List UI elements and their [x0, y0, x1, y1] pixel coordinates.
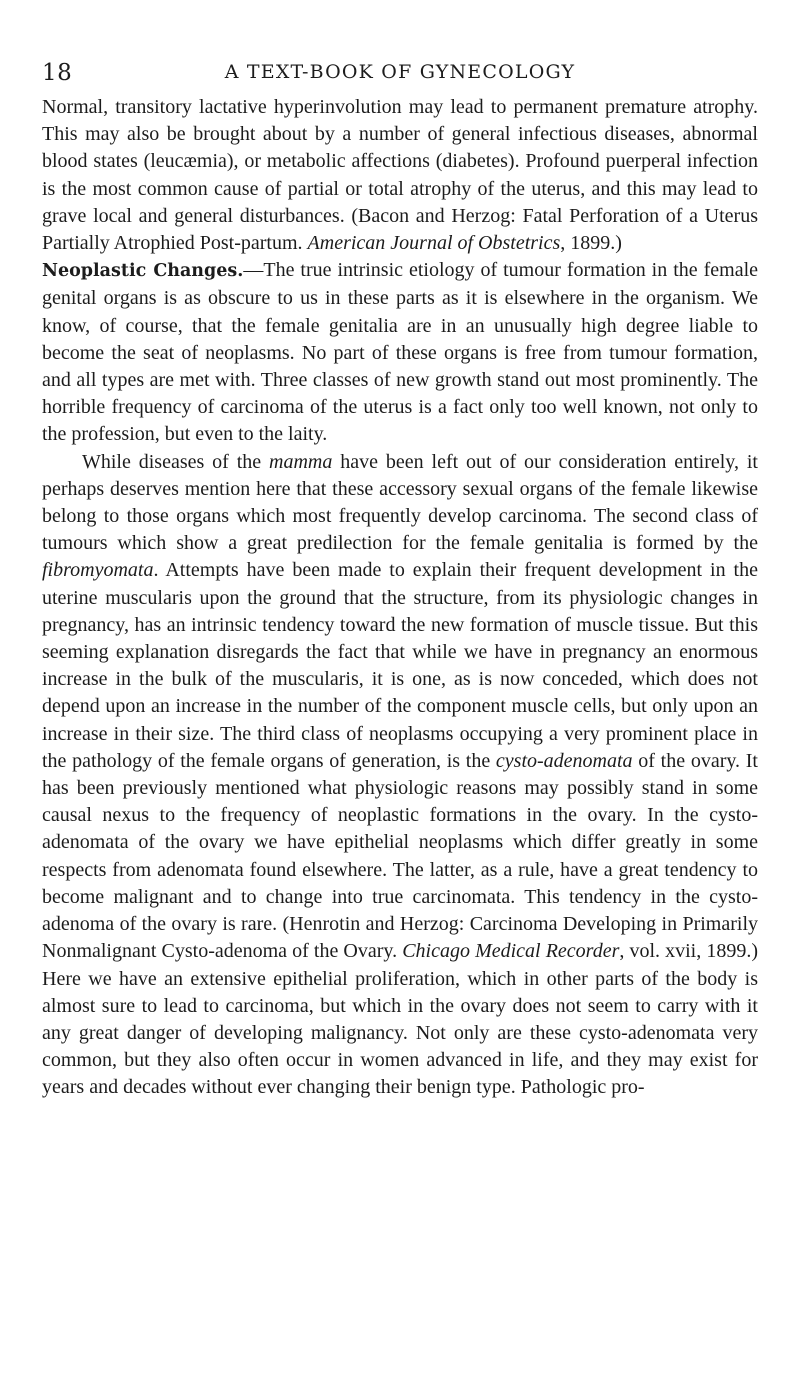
italic-text: fibromyomata [42, 559, 154, 582]
paragraph [42, 257, 758, 448]
paragraph-text: Normal, transitory lactative hyperinvolution may lead to permanent premature atrophy. This may also be brought about by a number of general infectious diseases, abnormal blood states (leucæmia), or metabolic affections (diabetes). Profound puerperal infection is the most common cause of partial or total atrophy of the uterus, and this may lead to grave local and general disturbances. (Bacon and Herzog: Fatal Perforation of a Uterus Partially Atrophied Post-partum. [42, 96, 758, 255]
paragraph-text: . Attempts have been made to explain their frequent development in the uterine muscularis upon the ground that the structure, from its physiologic changes in pregnancy, has an intrinsic tendency toward the new formation of muscle tissue. But this seeming explanation disregards the fact that while we have in pregnancy an enormous increase in the bulk of the muscularis, it is one, as is now conceded, which does not depend upon an increase in the number of the component muscle cells, but only upon an increase in their size. The third class of neoplasms occupying a very prominent place in the pathology of the female organs of generation, is the [42, 559, 758, 772]
italic-text: mamma [269, 450, 333, 473]
section-heading: Neoplastic Changes. [42, 261, 244, 282]
running-title: A TEXT-BOOK OF GYNECOLOGY [224, 61, 576, 83]
paragraph [42, 449, 758, 1102]
paragraph-text: have been left out of our consideration entirely, it perhaps deserves mention here that these accessory sexual organs of the female likewise belong to those organs which most frequently develop carcinoma. The second class of tumours which show a great predilection for the female genitalia is formed by the [42, 450, 758, 555]
italic-text: cysto-adenomata [495, 749, 633, 772]
page-number: 18 [42, 60, 73, 86]
paragraph-text: of the ovary. It has been previously mentioned what physiologic reasons may possibly stand in some causal nexus to the frequency of neoplastic formations in the ovary. In the cysto-adenomata of the ovary we have epithelial neoplasms which differ greatly in some respects from adenomata found elsewhere. The latter, as a rule, have a great tendency to become malignant and to change into true carcinomata. This tendency in the cysto-adenoma of the ovary is rare. (Henrotin and Herzog: Carcinoma Developing in Primarily Nonmalignant Cysto-adenoma of the Ovary. [42, 749, 758, 963]
italic-text: Chicago Medical Recorder [402, 940, 620, 963]
body-text [42, 94, 758, 1102]
paragraph-text: , 1899.) [560, 232, 622, 255]
paragraph-text: While diseases of the [82, 450, 270, 473]
paragraph-text: —The true intrinsic etiology of tumour formation in the female genital organs is as obscure to us in these parts as it is elsewhere in the organism. We know, of course, that the female genitalia are in an unusually high degree liable to become the seat of neoplasms. No part of these organs is free from tumour formation, and all types are met with. Three classes of new growth stand out most prominently. The horrible frequency of carcinoma of the uterus is a fact only too well known, not only to the profession, but even to the laity. [42, 259, 758, 446]
paragraph [42, 94, 758, 257]
page-header [42, 60, 758, 90]
paragraph-text: , vol. xvii, 1899.) Here we have an extensive epithelial proliferation, which in other parts of the body is almost sure to lead to carcinoma, but which in the ovary does not seem to carry with it any great danger of developing malignancy. Not only are these cysto-adenomata very common, but they also often occur in women advanced in life, and they may exist for years and decades without ever changing their benign type. Pathologic pro- [42, 940, 758, 1099]
italic-text: American Journal of Obstetrics [307, 232, 561, 255]
